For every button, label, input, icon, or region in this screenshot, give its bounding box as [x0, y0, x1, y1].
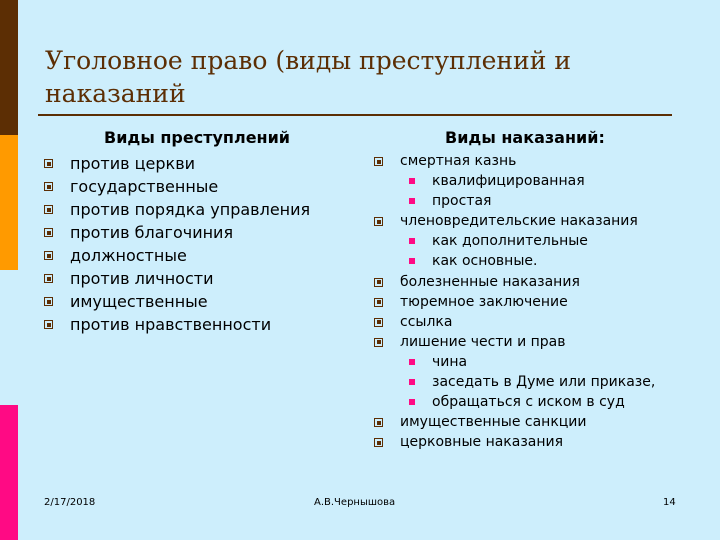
- crime-label: против церкви: [70, 154, 196, 173]
- footer-date: 2/17/2018: [44, 497, 96, 508]
- slide-title: Уголовное право (виды преступлений и наказаний: [45, 46, 571, 108]
- punishment-label: как дополнительные: [432, 233, 588, 250]
- punishment-label: заседать в Думе или приказе,: [432, 374, 656, 391]
- pink-square-bullet-icon: [409, 258, 415, 264]
- square-bullet-icon: [374, 278, 383, 287]
- crime-label: против порядка управления: [70, 200, 311, 219]
- square-bullet-icon: [44, 297, 53, 306]
- punishment-sub-item: [374, 191, 655, 211]
- punishment-label: болезненные наказания: [400, 273, 580, 290]
- punishment-sub-item: [374, 372, 655, 392]
- punishment-label: чина: [432, 353, 468, 370]
- punishment-sub-item: [374, 352, 655, 372]
- pink-square-bullet-icon: [409, 198, 415, 204]
- square-bullet-icon: [374, 338, 383, 347]
- footer-author: А.В.Чернышова: [314, 497, 396, 508]
- punishment-label: ссылка: [400, 313, 453, 330]
- pink-square-bullet-icon: [409, 399, 415, 405]
- square-bullet-icon: [374, 318, 383, 327]
- punishment-label: тюремное заключение: [400, 293, 568, 310]
- crime-list-item: [44, 267, 310, 290]
- punishment-label: как основные.: [432, 253, 538, 270]
- square-bullet-icon: [44, 205, 53, 214]
- punishment-label: членовредительские наказания: [400, 213, 638, 230]
- square-bullet-icon: [44, 182, 53, 191]
- pink-square-bullet-icon: [409, 178, 415, 184]
- crime-list-item: [44, 198, 310, 221]
- punishment-sub-item: [374, 392, 655, 412]
- crime-list-item: [44, 152, 310, 175]
- pink-square-bullet-icon: [409, 379, 415, 385]
- square-bullet-icon: [374, 438, 383, 447]
- crime-list-item: [44, 244, 310, 267]
- square-bullet-icon: [44, 228, 53, 237]
- title-divider: [38, 114, 672, 116]
- square-bullet-icon: [374, 217, 383, 226]
- crime-label: против нравственности: [70, 315, 272, 334]
- pink-square-bullet-icon: [409, 359, 415, 365]
- punishment-list-item: [374, 151, 655, 171]
- punishment-label: простая: [432, 193, 492, 210]
- crime-list-item: [44, 175, 310, 198]
- crime-label: должностные: [70, 246, 187, 265]
- crime-label: имущественные: [70, 292, 208, 311]
- crimes-heading: Виды преступлений: [104, 128, 291, 147]
- punishment-label: квалифицированная: [432, 173, 585, 190]
- punishment-list-item: [374, 292, 655, 312]
- crime-list-item: [44, 221, 310, 244]
- punishment-list-item: [374, 332, 655, 352]
- punishment-sub-item: [374, 231, 655, 251]
- crime-label: против благочиния: [70, 223, 234, 242]
- footer-page-number: 14: [663, 497, 676, 508]
- punishment-label: лишение чести и прав: [400, 333, 566, 350]
- square-bullet-icon: [44, 320, 53, 329]
- punishment-label: смертная казнь: [400, 153, 517, 169]
- decor-strip-brown: [0, 0, 18, 135]
- crimes-list: [44, 152, 310, 336]
- square-bullet-icon: [374, 157, 383, 166]
- punishment-list-item: [374, 432, 655, 452]
- crime-label: против личности: [70, 269, 214, 288]
- pink-square-bullet-icon: [409, 238, 415, 244]
- square-bullet-icon: [374, 298, 383, 307]
- crime-label: государственные: [70, 177, 219, 196]
- square-bullet-icon: [374, 418, 383, 427]
- square-bullet-icon: [44, 159, 53, 168]
- punishment-sub-item: [374, 171, 655, 191]
- punishment-list-item: [374, 211, 655, 231]
- square-bullet-icon: [44, 251, 53, 260]
- crime-list-item: [44, 313, 310, 336]
- decor-strip-light: [0, 270, 18, 405]
- punishment-label: имущественные санкции: [400, 414, 587, 431]
- punishment-list-item: [374, 412, 655, 432]
- punishment-list-item: [374, 312, 655, 332]
- punishment-label: обращаться с иском в суд: [432, 394, 625, 411]
- punishment-label: церковные наказания: [400, 434, 564, 451]
- square-bullet-icon: [44, 274, 53, 283]
- decor-strip-pink: [0, 405, 18, 540]
- punishments-heading: Виды наказаний:: [445, 128, 605, 147]
- punishment-sub-item: [374, 251, 655, 271]
- punishment-list-item: [374, 272, 655, 292]
- crime-list-item: [44, 290, 310, 313]
- decor-strip-orange: [0, 135, 18, 270]
- punishments-list: [374, 151, 655, 452]
